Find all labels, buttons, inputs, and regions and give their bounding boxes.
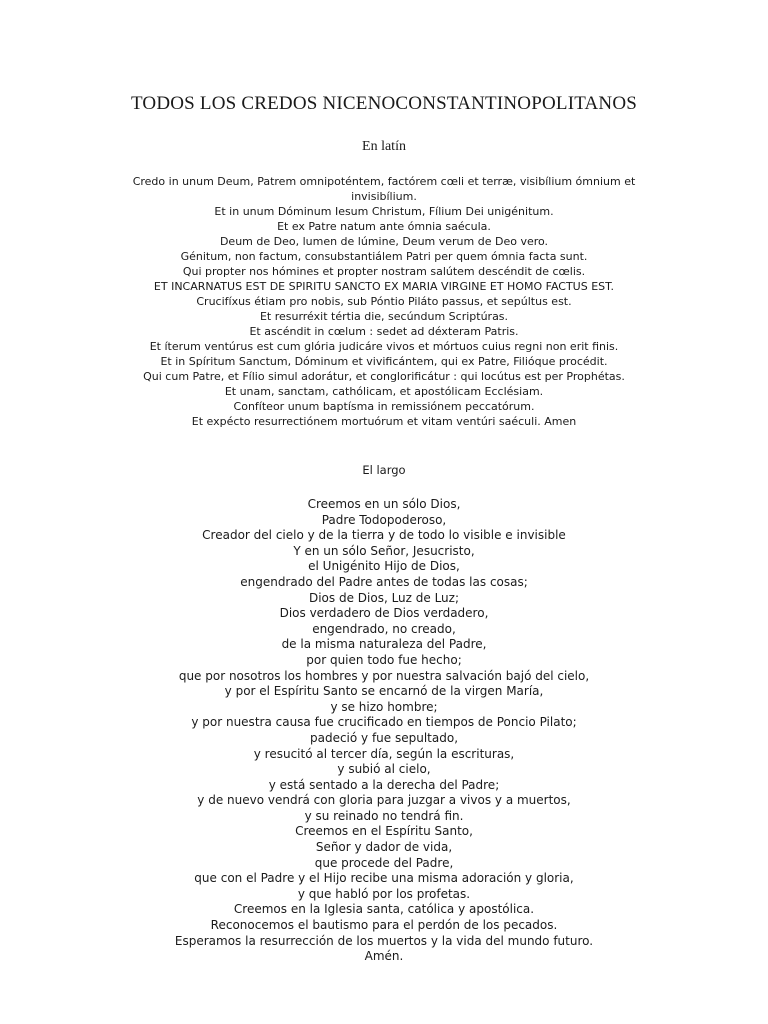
latin-line: Et in Spíritum Sanctum, Dóminum et vivificántem, qui ex Patre, Filióque procédit.	[160, 355, 608, 368]
largo-line: que procede del Padre,	[314, 855, 454, 870]
latin-line: Et íterum ventúrus est cum glória judicáre vivos et mórtuos cuius regni non erit finis.	[149, 340, 619, 353]
latin-line: Et expécto resurrectiónem mortuórum et vitam ventúri saéculi. Amen	[191, 415, 577, 428]
latin-line: Et unam, sanctam, cathólicam, et apostólicam Ecclésiam.	[224, 385, 544, 398]
largo-line: y se hizo hombre;	[330, 699, 438, 714]
largo-line: que por nosotros los hombres y por nuestra salvación bajó del cielo,	[178, 668, 590, 683]
latin-line: Qui cum Patre, et Fílio simul adorátur, et conglorificátur : qui locútus est per Prophétas.	[143, 370, 625, 383]
latin-line: Confíteor unum baptísma in remissiónem peccatórum.	[233, 400, 535, 413]
largo-line: Esperamos la resurrección de los muertos y la vida del mundo futuro.	[174, 933, 594, 948]
largo-line: y por el Espíritu Santo se encarnó de la virgen María,	[224, 684, 544, 699]
largo-line: y resucitó al tercer día, según la escrituras,	[253, 746, 515, 761]
latin-line: Et ex Patre natum ante ómnia saécula.	[277, 220, 491, 233]
largo-line: Creemos en el Espíritu Santo,	[295, 824, 473, 839]
largo-line: y de nuevo vendrá con gloria para juzgar a vivos y a muertos,	[197, 793, 571, 808]
largo-line: Reconocemos el bautismo para el perdón de los pecados.	[210, 918, 558, 933]
largo-line: Y en un sólo Señor, Jesucristo,	[293, 543, 475, 558]
largo-line: Creador del cielo y de la tierra y de todo lo visible e invisible	[202, 528, 566, 543]
latin-line: Qui propter nos hómines et propter nostram salútem descéndit de cœlis.	[182, 265, 586, 278]
largo-line: Creemos en la Iglesia santa, católica y apostólica.	[233, 902, 535, 917]
largo-line: y subió al cielo,	[337, 762, 431, 777]
latin-creed-text	[110, 174, 658, 429]
largo-line: Señor y dador de vida,	[315, 840, 453, 855]
largo-line: por quien todo fue hecho;	[306, 652, 462, 667]
largo-line: y por nuestra causa fue crucificado en tiempos de Poncio Pilato;	[191, 715, 577, 730]
latin-line: Et resurréxit tértia die, secúndum Scriptúras.	[259, 310, 509, 323]
latin-line: Crucifíxus étiam pro nobis, sub Póntio Piláto passus, et sepúltus est.	[196, 295, 572, 308]
latin-line: Deum de Deo, lumen de lúmine, Deum verum de Deo vero.	[219, 235, 549, 248]
largo-line: padeció y fue sepultado,	[309, 730, 459, 745]
largo-line: y su reinado no tendrá fin.	[304, 808, 464, 823]
latin-section-heading: En latín	[362, 139, 406, 154]
largo-line: el Unigénito Hijo de Dios,	[308, 559, 460, 574]
largo-line: de la misma naturaleza del Padre,	[281, 637, 487, 652]
largo-line: y que habló por los profetas.	[297, 886, 471, 901]
largo-line: Amén.	[364, 949, 404, 964]
largo-line: Dios verdadero de Dios verdadero,	[279, 606, 489, 621]
latin-line: Et ascéndit in cœlum : sedet ad déxteram Patris.	[249, 325, 519, 338]
latin-line: ET INCARNATUS EST DE SPIRITU SANCTO EX MARIA VIRGINE ET HOMO FACTUS EST.	[153, 280, 615, 293]
document-title: TODOS LOS CREDOS NICENOCONSTANTINOPOLITANOS	[130, 93, 638, 114]
largo-line: y está sentado a la derecha del Padre;	[268, 777, 500, 792]
latin-line: Génitum, non factum, consubstantiálem Patri per quem ómnia facta sunt.	[180, 250, 588, 263]
largo-section-heading: El largo	[362, 463, 406, 477]
latin-line: Et in unum Dóminum Iesum Christum, Fílium Dei unigénitum.	[214, 205, 554, 218]
latin-line: Credo in unum Deum, Patrem omnipoténtem, factórem cœli et terræ, visibílium ómnium et invisibílium.	[132, 175, 636, 203]
largo-line: Padre Todopoderoso,	[321, 512, 447, 527]
largo-line: que con el Padre y el Hijo recibe una misma adoración y gloria,	[194, 871, 574, 886]
largo-line: Creemos en un sólo Dios,	[307, 497, 461, 511]
largo-line: engendrado del Padre antes de todas las cosas;	[240, 574, 528, 589]
largo-creed-text	[0, 497, 768, 965]
largo-line: Dios de Dios, Luz de Luz;	[308, 590, 460, 605]
largo-line: engendrado, no creado,	[312, 621, 456, 636]
